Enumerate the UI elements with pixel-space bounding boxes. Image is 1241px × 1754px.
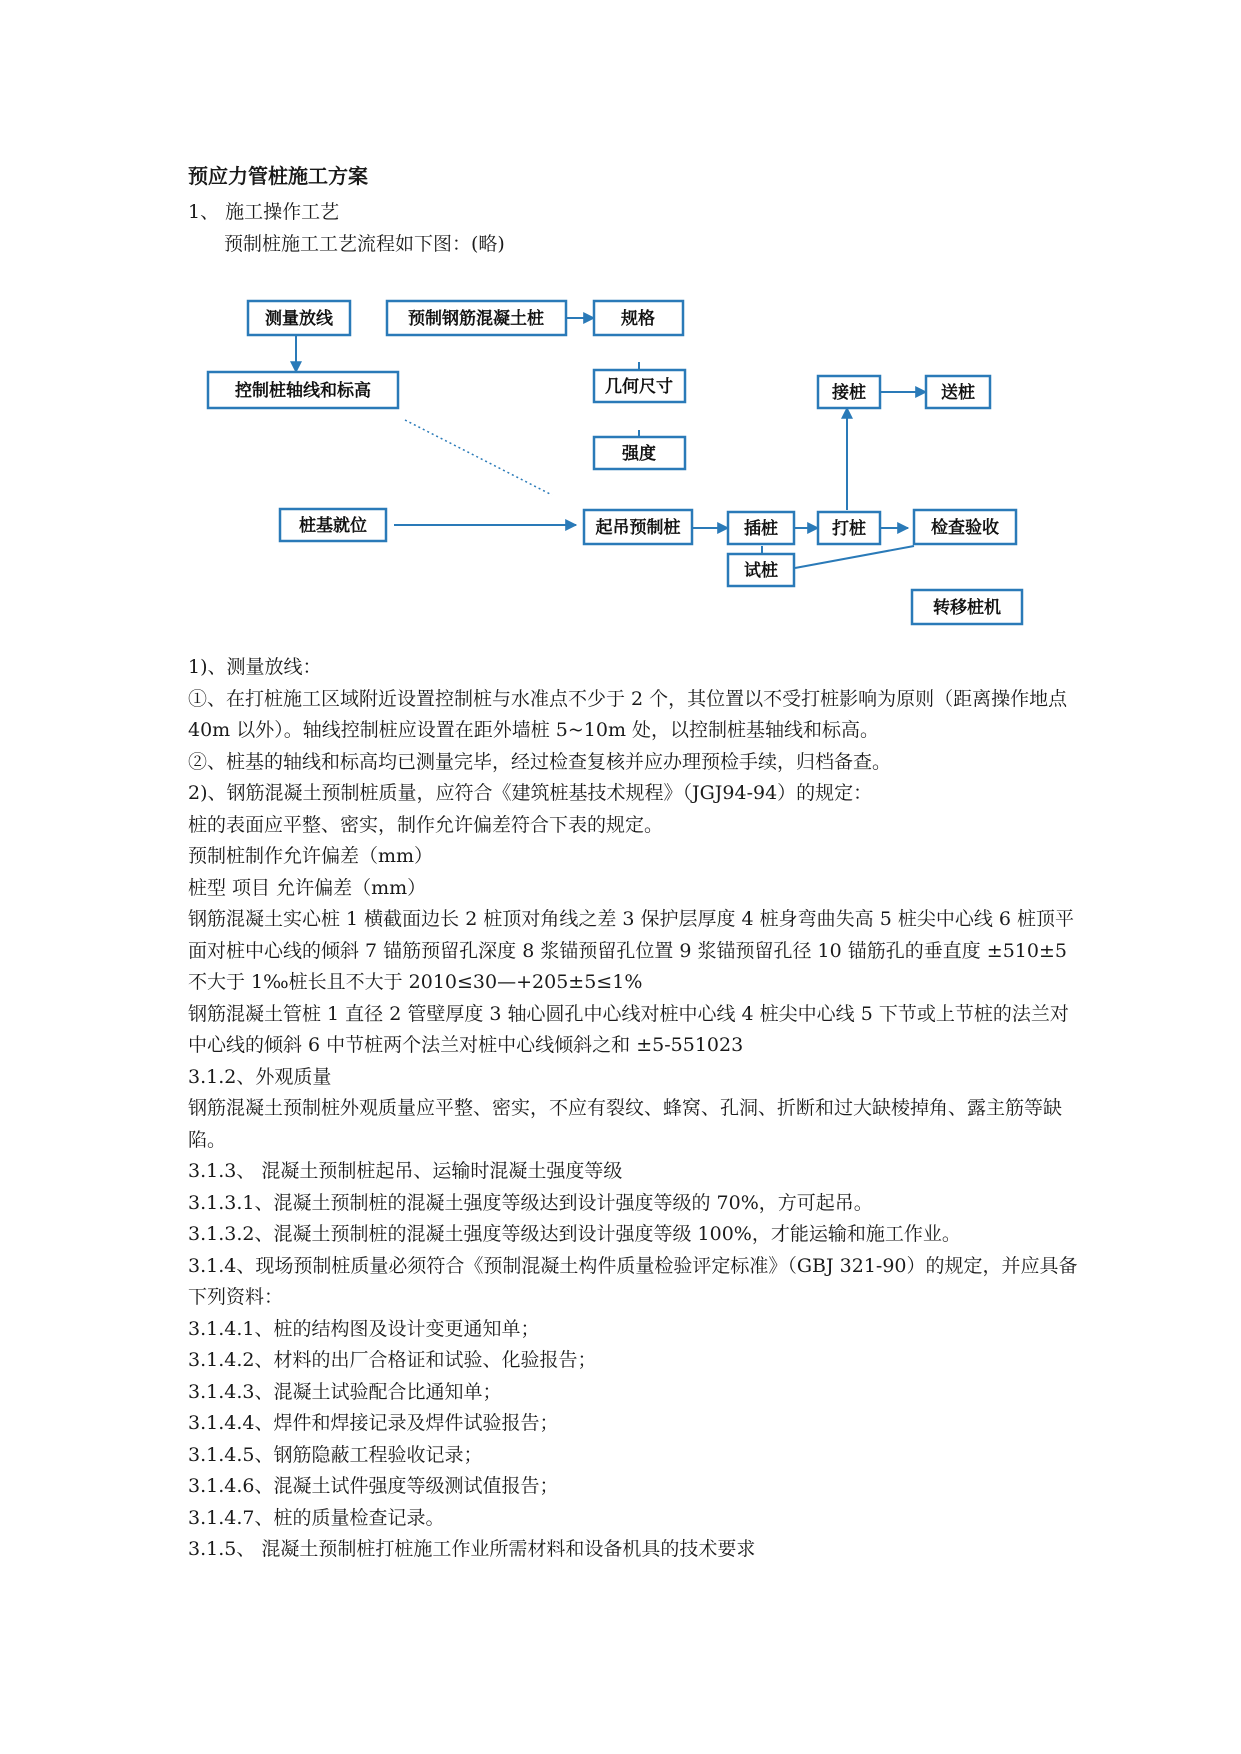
section-1-intro: 预制桩施工工艺流程如下图：(略)	[224, 232, 505, 255]
node-move-rig-label: 转移桩机	[933, 598, 1001, 618]
node-lift-label: 起吊预制桩	[595, 518, 681, 538]
para-3-1-4-4: 3.1.4.4、焊件和焊接记录及焊件试验报告；	[188, 1412, 559, 1434]
node-insert-label: 插桩	[744, 519, 778, 539]
para-3-1-5: 3.1.5、 混凝土预制桩打桩施工作业所需材料和设备机具的技术要求	[188, 1538, 756, 1560]
section-1-heading: 1、 施工操作工艺	[188, 201, 340, 223]
node-spec-label: 规格	[621, 309, 655, 329]
para-3-1-3: 3.1.3、 混凝土预制桩起吊、运输时混凝土强度等级	[188, 1160, 623, 1182]
para-tolerance-header: 桩型 项目 允许偏差（mm）	[188, 876, 427, 899]
node-send	[926, 376, 990, 408]
para-3-1-2: 3.1.2、外观质量	[188, 1065, 332, 1088]
para-3-1-3-2: 3.1.3.2、混凝土预制桩的混凝土强度等级达到设计强度等级 100%，才能运输和施工作业。	[188, 1223, 961, 1245]
para-appearance: 钢筋混凝土预制桩外观质量应平整、密实，不应有裂纹、蜂窝、孔洞、折断和过大缺棱掉角、露主筋等缺陷。	[188, 1097, 1063, 1151]
node-splice	[818, 376, 880, 408]
para-quality-desc: 桩的表面应平整、密实，制作允许偏差符合下表的规定。	[188, 813, 664, 836]
node-test	[728, 554, 794, 586]
body-text	[188, 652, 1078, 1566]
node-insert	[728, 512, 794, 544]
node-measure	[248, 301, 350, 335]
node-dimension	[594, 370, 685, 402]
para-3-1-4-2: 3.1.4.2、材料的出厂合格证和试验、化验报告；	[188, 1349, 597, 1371]
node-axis-elevation	[208, 372, 398, 408]
para-3-1-4-1: 3.1.4.1、桩的结构图及设计变更通知单；	[188, 1317, 540, 1340]
node-precast-pile	[387, 301, 566, 335]
para-measure-1: ①、在打桩施工区域附近设置控制桩与水准点不少于 2 个，其位置以不受打桩影响为原则（距离操作地点 40m 以外）。轴线控制桩应设置在距外墙桩 5~10m 处，以控制桩基轴线和标高。	[188, 687, 1068, 741]
node-inspect-label: 检查验收	[931, 518, 999, 538]
para-3-1-4-3: 3.1.4.3、混凝土试验配合比通知单；	[188, 1380, 502, 1403]
node-rig-position-label: 桩基就位	[299, 516, 367, 536]
node-drive	[818, 512, 880, 544]
para-tolerance-solid: 钢筋混凝土实心桩 1 横截面边长 2 桩顶对角线之差 3 保护层厚度 4 桩身弯曲失高 5 桩尖中心线 6 桩顶平面对桩中心线的倾斜 7 锚筋预留孔深度 8 浆锚预留孔位置 9 浆锚预留孔径 10 锚筋孔的垂直度 ±510±5 不大于 1‰桩长且不大于 2010≤30—+205±5≤1%	[188, 908, 1075, 993]
para-tolerance-pipe: 钢筋混凝土管桩 1 直径 2 管壁厚度 3 轴心圆孔中心线对桩中心线 4 桩尖中心线 5 下节或上节桩的法兰对中心线的倾斜 6 中节桩两个法兰对桩中心线倾斜之和 ±5-551023	[188, 1002, 1069, 1056]
para-3-1-4-6: 3.1.4.6、混凝土试件强度等级测试值报告；	[188, 1475, 559, 1497]
node-measure-label: 测量放线	[265, 309, 333, 329]
node-strength-label: 强度	[622, 444, 656, 464]
para-quality-heading: 2)、钢筋混凝土预制桩质量，应符合《建筑桩基技术规程》（JGJ94-94）的规定：	[188, 782, 873, 804]
node-lift	[584, 510, 692, 544]
para-3-1-4: 3.1.4、现场预制桩质量必须符合《预制混凝土构件质量检验评定标准》（GBJ 321-90）的规定，并应具备下列资料：	[188, 1254, 1078, 1308]
node-move-rig	[912, 590, 1022, 624]
node-send-label: 送桩	[941, 383, 975, 403]
node-test-label: 试桩	[744, 561, 778, 581]
node-precast-pile-label: 预制钢筋混凝土桩	[408, 309, 544, 329]
para-3-1-4-7: 3.1.4.7、桩的质量检查记录。	[188, 1506, 445, 1529]
section-1-block	[188, 197, 1078, 260]
document-title: 预应力管桩施工方案	[188, 164, 368, 188]
para-measure-2: ②、桩基的轴线和标高均已测量完毕，经过检查复核并应办理预检手续，归档备查。	[188, 750, 892, 773]
para-3-1-4-5: 3.1.4.5、钢筋隐蔽工程验收记录；	[188, 1443, 483, 1466]
para-tolerance-title: 预制桩制作允许偏差（mm）	[188, 845, 434, 867]
para-3-1-3-1: 3.1.3.1、混凝土预制桩的混凝土强度等级达到设计强度等级的 70%，方可起吊。	[188, 1191, 873, 1214]
line-test-to-inspect	[795, 546, 914, 568]
node-splice-label: 接桩	[832, 383, 866, 403]
node-spec	[594, 301, 683, 335]
node-axis-elevation-label: 控制桩轴线和标高	[235, 381, 371, 401]
node-dimension-label: 几何尺寸	[605, 377, 673, 397]
node-inspect	[914, 510, 1016, 544]
process-flowchart	[0, 290, 1241, 640]
node-drive-label: 打桩	[832, 519, 866, 539]
para-measure-heading: 1)、测量放线：	[188, 656, 322, 678]
node-strength	[594, 437, 685, 469]
dotted-axis-to-lift	[405, 420, 552, 495]
node-rig-position	[280, 509, 386, 541]
